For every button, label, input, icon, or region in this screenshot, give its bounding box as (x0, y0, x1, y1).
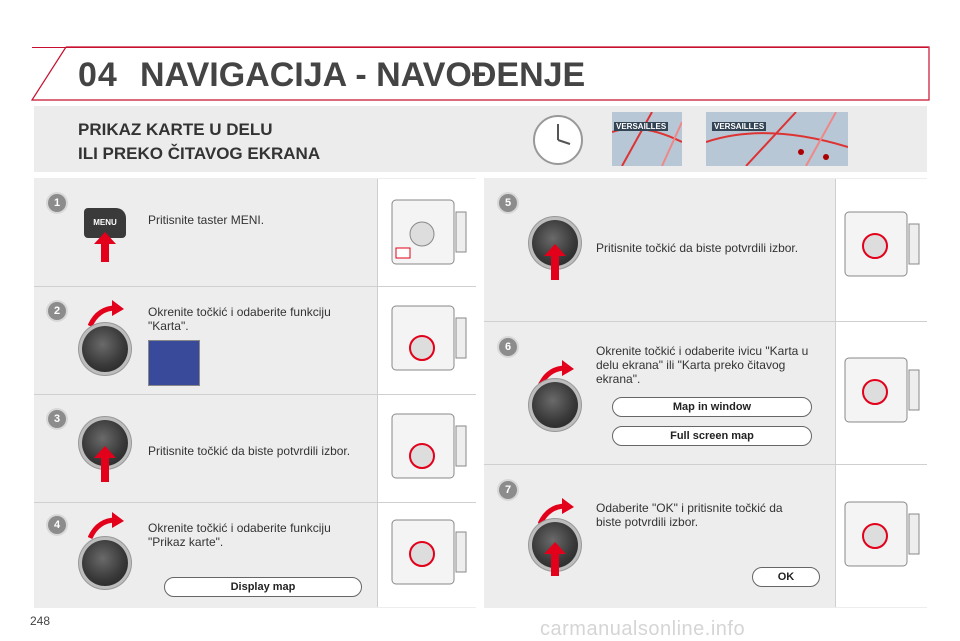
step-text-1: Pritisnite taster MENI. (148, 213, 265, 227)
step-badge-2: 2 (48, 302, 66, 320)
map-label-small: VERSAILLES (616, 122, 667, 131)
control-panel-icon (390, 518, 468, 588)
section-title-line-1: PRIKAZ KARTE U DELU (78, 120, 273, 139)
step-badge-7: 7 (499, 481, 517, 499)
step-divider (34, 286, 476, 287)
press-arrow-icon (544, 542, 566, 576)
control-panel-icon (843, 500, 921, 570)
step-badge-6: 6 (499, 338, 517, 356)
rotate-arrow-icon (88, 300, 124, 328)
control-panel-icon (390, 304, 468, 374)
step-badge-4: 4 (48, 516, 66, 534)
step-badge-3: 3 (48, 410, 66, 428)
step-divider (484, 464, 927, 465)
step-text-5: Pritisnite točkić da biste potvrdili izbor. (596, 241, 799, 255)
press-arrow-icon (544, 244, 566, 280)
control-panel-icon (843, 356, 921, 426)
step-badge-1: 1 (48, 194, 66, 212)
step-text-6: Okrenite točkić i odaberite ivicu "Karta u delu ekrana" ili "Karta preko čitavog ekrana". (596, 344, 809, 386)
map-thumbnail-small (612, 112, 682, 166)
step-text-7: Odaberite "OK" i pritisnite točkić da biste potvrdili izbor. (596, 501, 783, 529)
step-divider (34, 502, 476, 503)
step-text-4: Okrenite točkić i odaberite funkciju "Prikaz karte". (148, 521, 331, 549)
step-divider (34, 394, 476, 395)
map-in-window-button[interactable]: Map in window (612, 397, 812, 417)
step-badge-5: 5 (499, 194, 517, 212)
rotate-arrow-icon (88, 512, 124, 540)
rotary-knob (82, 326, 128, 372)
map-label-large: VERSAILLES (714, 122, 765, 131)
control-panel-icon (390, 412, 468, 482)
chapter-number: 04 (78, 56, 118, 94)
control-panel-icon (390, 198, 468, 268)
page-number: 248 (30, 614, 51, 628)
page-title: NAVIGACIJA - NAVOĐENJE (140, 56, 586, 94)
ok-button[interactable]: OK (752, 567, 820, 587)
step-divider (484, 321, 927, 322)
section-title-line-2: ILI PREKO ČITAVOG EKRANA (78, 144, 321, 163)
press-arrow-icon (94, 232, 116, 262)
clock-icon (530, 112, 586, 168)
step-text-3: Pritisnite točkić da biste potvrdili izbor. (148, 444, 351, 458)
menu-key: MENU (84, 208, 126, 238)
full-screen-map-button[interactable]: Full screen map (612, 426, 812, 446)
display-map-button[interactable]: Display map (164, 577, 362, 597)
press-arrow-icon (94, 446, 116, 482)
watermark: carmanualsonline.info (540, 618, 746, 640)
rotary-knob (82, 540, 128, 586)
map-book-icon (148, 340, 200, 386)
map-thumbnail-large (706, 112, 848, 166)
rotary-knob (532, 382, 578, 428)
section-title (78, 118, 320, 166)
step-text-2: Okrenite točkić i odaberite funkciju "Karta". (148, 305, 331, 333)
control-panel-icon (843, 210, 921, 280)
